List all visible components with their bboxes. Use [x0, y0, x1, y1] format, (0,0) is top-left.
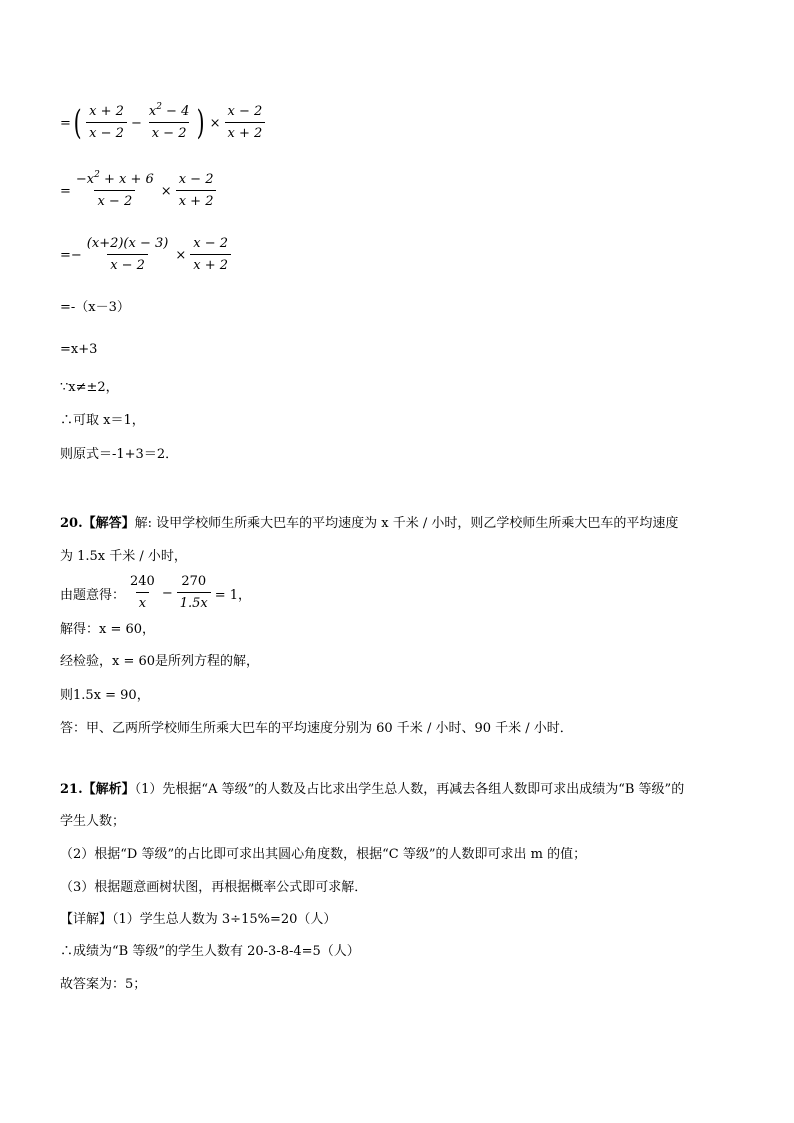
equals-sign: =− [60, 247, 82, 263]
q20-equation: 由题意得： $\frac{240}{x}$ − $\frac{270}{1.5x}$ = 1， [60, 574, 252, 611]
q20-line-7: 答：甲、乙两所学校师生所乘大巴车的平均速度分别为 60 千米 / 小时、90 千米 / 小时． [60, 721, 573, 736]
equals-sign: = [60, 183, 71, 199]
q21-line-2: 学生人数； [60, 814, 126, 829]
math-line-7: ∴可取 x＝1， [60, 413, 145, 428]
fraction: $\frac{x + 2}{x - 2}$ [86, 104, 127, 142]
question-number: 20. [60, 516, 83, 531]
fraction: $\frac{270}{1.5x}$ [177, 574, 211, 612]
math-line-1: = ( $\frac{x + 2}{x - 2}$ − $\frac{x^2 - 4}{x - 2}$ ) × $\frac{x - 2}{x + 2}$ [60, 104, 267, 142]
fraction: $\frac{x - 2}{x + 2}$ [190, 236, 231, 274]
fraction: $\frac{x^2 - 4}{x - 2}$ [148, 102, 190, 141]
q21-line-3: （2）根据“D 等级”的占比即可求出其圆心角度数，根据“C 等级”的人数即可求出 m 的值； [60, 847, 587, 862]
fraction: $\frac{240}{x}$ [130, 574, 155, 611]
q21-line-5: 【详解】（1）学生总人数为 3÷15%=20（人） [60, 912, 337, 927]
section-tag: 【解答】 [82, 516, 135, 531]
math-line-4: =-（x－3） [60, 300, 130, 315]
q21-line-4: （3）根据题意画树状图，再根据概率公式即可求解． [60, 880, 368, 895]
question-number: 21. [60, 782, 83, 797]
math-line-8: 则原式＝-1+3＝2． [60, 447, 179, 462]
q21-line-1: 21.【解析】（1）先根据“A 等级”的人数及占比求出学生总人数，再减去各组人数即可求出成绩为“B 等级”的 [60, 782, 685, 797]
q20-line-1: 20.【解答】解: 设甲学校师生所乘大巴车的平均速度为 x 千米 / 小时，则乙学校师生所乘大巴车的平均速度 [60, 516, 679, 531]
q20-line-6: 则1.5x = 90， [60, 688, 150, 703]
math-line-6: ∵x≠±2， [60, 380, 119, 395]
q20-line-5: 经检验，x = 60是所列方程的解， [60, 654, 260, 669]
section-tag: 【解析】 [82, 782, 135, 797]
fraction: $\frac{-x^2 + x + 6}{x - 2}$ [75, 170, 154, 209]
fraction: $\frac{x - 2}{x + 2}$ [225, 104, 266, 142]
math-line-3: =− $\frac{(x+2)(x - 3)}{x - 2}$ × $\frac{x - 2}{x + 2}$ [60, 236, 233, 274]
right-paren: ) [197, 103, 205, 143]
q21-line-6: ∴成绩为“B 等级”的学生人数有 20-3-8-4=5（人） [60, 944, 360, 959]
math-line-2: = $\frac{-x^2 + x + 6}{x - 2}$ × $\frac{x - 2}{x + 2}$ [60, 172, 218, 210]
q21-line-7: 故答案为：5； [60, 977, 147, 992]
fraction: $\frac{x - 2}{x + 2}$ [176, 172, 217, 210]
equals-sign: = [60, 115, 71, 131]
q20-line-2: 为 1.5x 千米 / 小时， [60, 549, 187, 564]
math-line-5: =x+3 [60, 342, 98, 357]
left-paren: ( [73, 103, 82, 143]
fraction: $\frac{(x+2)(x - 3)}{x - 2}$ [86, 236, 169, 273]
q20-line-4: 解得：x = 60， [60, 622, 156, 637]
